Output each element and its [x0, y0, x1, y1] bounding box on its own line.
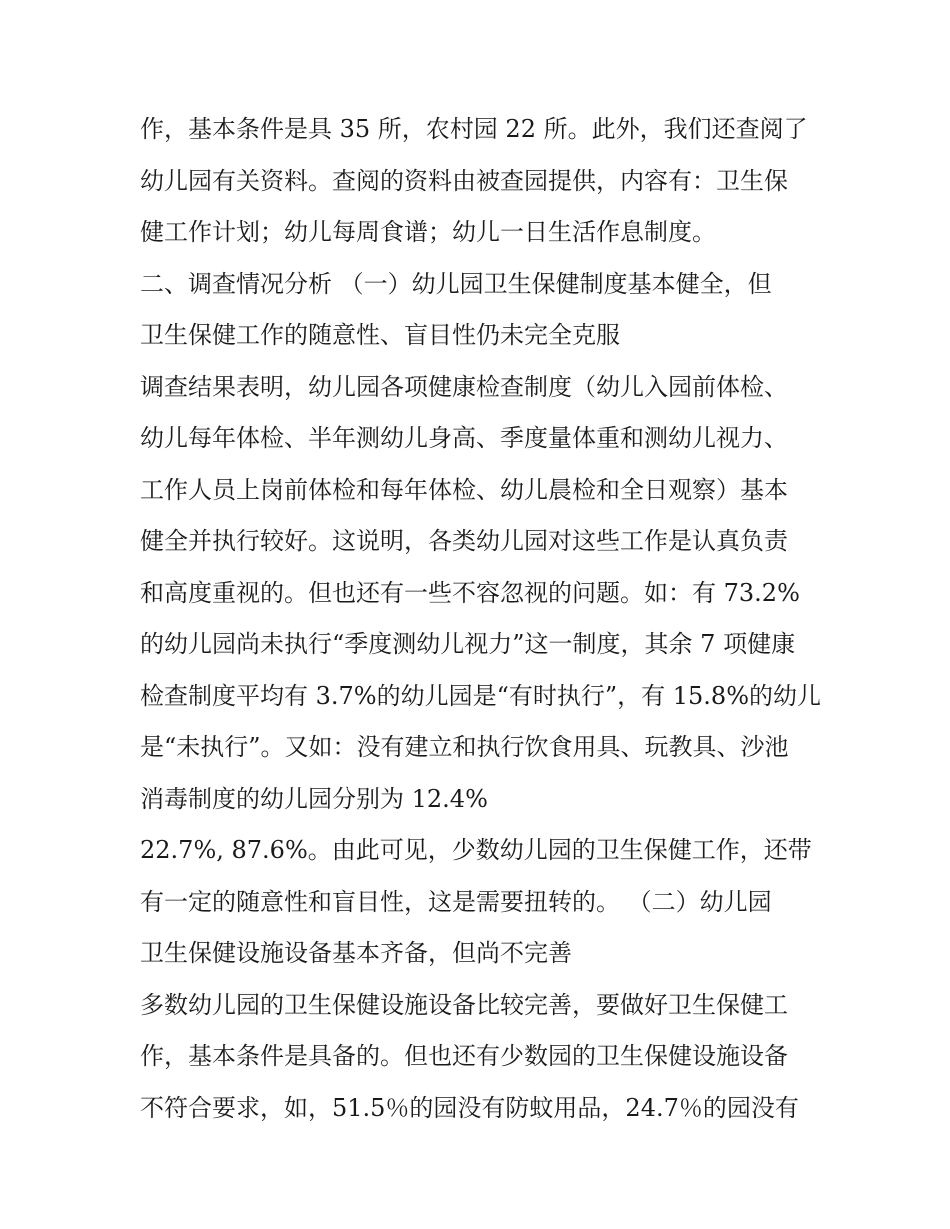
text-line: 有一定的随意性和盲目性，这是需要扭转的。 （二）幼儿园	[140, 887, 772, 916]
text-line: 消毒制度的幼儿园分别为 12.4%	[140, 784, 488, 813]
text-line: 健工作计划；幼儿每周食谱；幼儿一日生活作息制度。	[140, 218, 716, 246]
text-line: 22.7%, 87.6%。由此可见，少数幼儿园的卫生保健工作，还带	[140, 836, 812, 864]
text-line: 是“未执行”。又如：没有建立和执行饮食用具、玩教具、沙池	[140, 733, 789, 761]
text-line: 健全并执行较好。这说明，各类幼儿园对这些工作是认真负责	[140, 527, 788, 555]
text-line: 的幼儿园尚未执行“季度测幼儿视力”这一制度，其余 7 项健康	[140, 630, 796, 658]
text-line: 工作人员上岗前体检和每年体检、幼儿晨检和全日观察）基本	[140, 475, 788, 504]
text-line: 检查制度平均有 3.7%的幼儿园是“有时执行”，有 15.8%的幼儿	[140, 681, 822, 710]
section-heading-line: 卫生保健工作的随意性、盲目性仍未完全克服	[140, 321, 620, 349]
text-line: 作，基本条件是具备的。但也还有少数园的卫生保健设施设备	[140, 1042, 788, 1070]
section-heading-line: 卫生保健设施设备基本齐备，但尚不完善	[140, 939, 572, 967]
text-line: 不符合要求，如，51.5％的园没有防蚊用品，24.7％的园没有	[140, 1093, 799, 1122]
text-line: 调查结果表明，幼儿园各项健康检查制度（幼儿入园前体检、	[140, 372, 788, 401]
text-line: 幼儿每年体检、半年测幼儿身高、季度量体重和测幼儿视力、	[140, 424, 788, 452]
section-heading-line: 二、调查情况分析 （一）幼儿园卫生保健制度基本健全，但	[140, 269, 772, 298]
text-line: 多数幼儿园的卫生保健设施设备比较完善，要做好卫生保健工	[140, 990, 788, 1019]
text-line: 作，基本条件是具 35 所，农村园 22 所。此外，我们还查阅了	[140, 115, 808, 143]
body-text	[140, 104, 830, 1134]
text-line: 和高度重视的。但也还有一些不容忽视的问题。如：有 73.2%	[140, 578, 800, 607]
text-line: 幼儿园有关资料。查阅的资料由被查园提供，内容有：卫生保	[140, 166, 788, 195]
